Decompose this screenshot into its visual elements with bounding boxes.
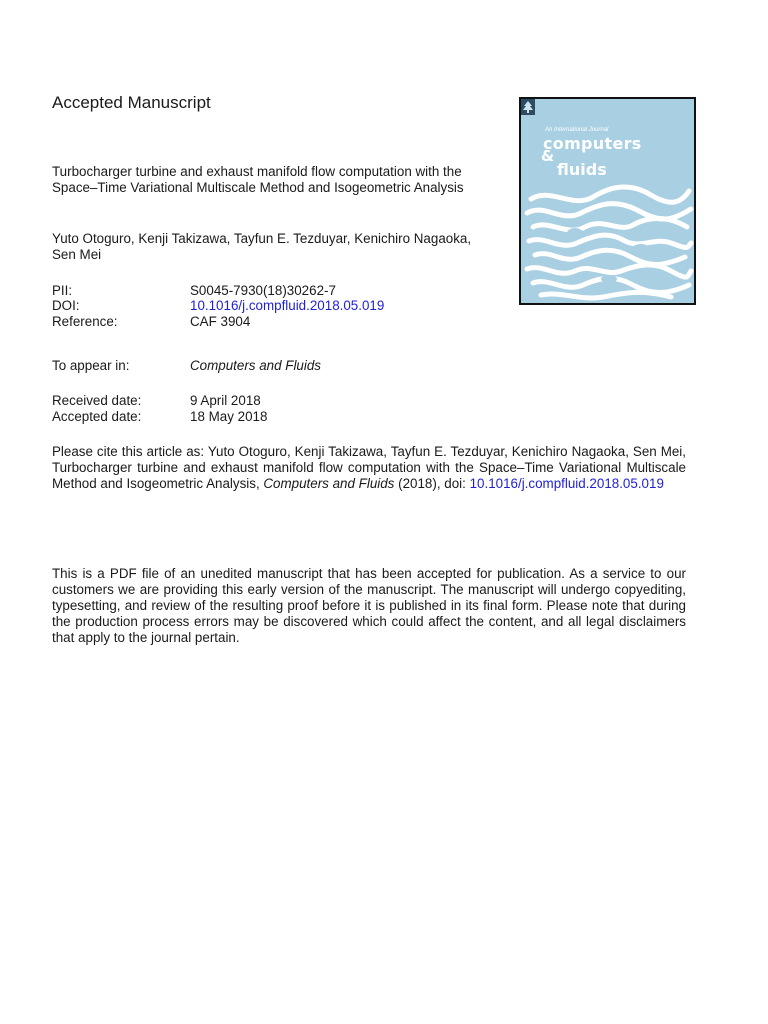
received-value: 9 April 2018 (190, 393, 261, 408)
accepted-label: Accepted date: (52, 409, 142, 424)
journal-cover (519, 97, 696, 305)
cover-ampersand: & (541, 147, 555, 165)
doi-label: DOI: (52, 298, 80, 313)
article-title: Turbocharger turbine and exhaust manifold flow computation with the Space–Time Variational Multiscale Method and Isogeometric Analysis (52, 164, 464, 195)
elsevier-tree-icon (521, 99, 535, 115)
doi-row (52, 298, 384, 314)
appear-row (52, 358, 321, 374)
citation-journal: Computers and Fluids (263, 476, 395, 491)
journal-name: Computers and Fluids (190, 358, 321, 373)
cover-subtitle: An International Journal (545, 127, 609, 133)
article-authors: Yuto Otoguro, Kenji Takizawa, Tayfun E. Tezduyar, Kenichiro Nagaoka, Sen Mei (52, 231, 472, 262)
pii-value: S0045-7930(18)30262-7 (190, 283, 336, 298)
reference-row (52, 314, 250, 330)
accepted-value: 18 May 2018 (190, 409, 268, 424)
citation-doi-link[interactable]: 10.1016/j.compfluid.2018.05.019 (469, 476, 664, 491)
pii-label: PII: (52, 283, 73, 298)
reference-label: Reference: (52, 314, 118, 329)
citation-paragraph (52, 444, 686, 492)
doi-link[interactable]: 10.1016/j.compfluid.2018.05.019 (190, 298, 385, 313)
cover-title-computers: computers (543, 134, 642, 153)
reference-value: CAF 3904 (190, 314, 251, 329)
citation-suffix: (2018), doi: (394, 476, 470, 491)
accepted-row (52, 409, 267, 425)
received-row (52, 393, 261, 409)
pii-row (52, 283, 336, 299)
appear-label: To appear in: (52, 358, 130, 373)
citation-text: Please cite this article as: Yuto Otoguro, Kenji Takizawa, Tayfun E. Tezduyar, Kenichiro Nagaoka, Sen Mei, Turbocharger turbine and exhaust manifold flow computation with the Space–Time Variational Multiscale Method and Isogeometric Analysis, (52, 444, 686, 491)
cover-title-fluids: fluids (557, 160, 607, 179)
received-label: Received date: (52, 393, 142, 408)
page-heading: Accepted Manuscript (52, 93, 211, 112)
manuscript-notice: This is a PDF file of an unedited manuscript that has been accepted for publication. As a service to our customers we are providing this early version of the manuscript. The manuscript will undergo copyediting, typesetting, and review of the resulting proof before it is published in its final form. Please note that during the production process errors may be discovered which could affect the content, and all legal disclaimers that apply to the journal pertain. (52, 566, 686, 645)
